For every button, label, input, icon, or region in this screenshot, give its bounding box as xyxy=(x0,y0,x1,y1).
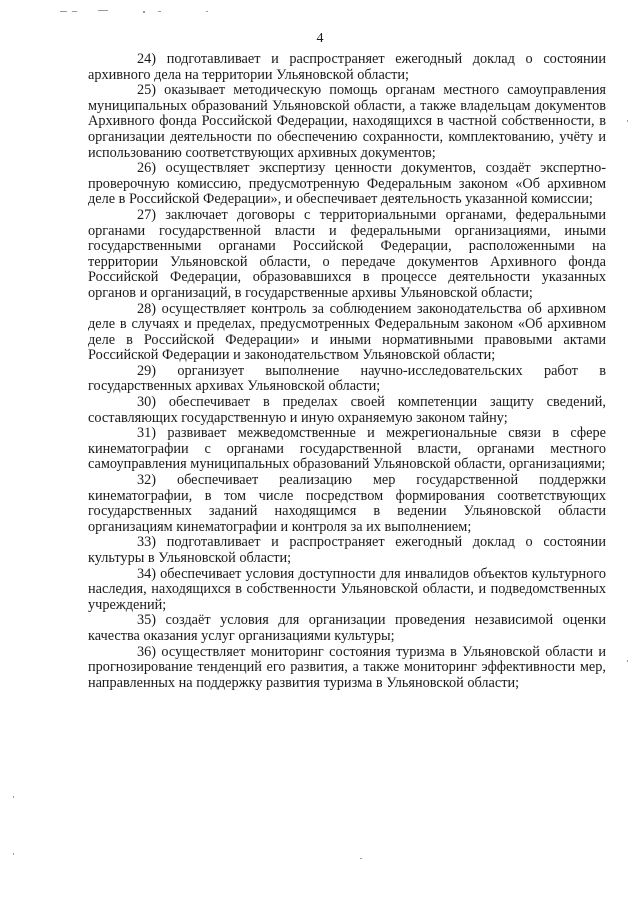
scan-artifact xyxy=(98,10,108,11)
scan-artifact xyxy=(627,660,628,662)
scan-artifact xyxy=(627,120,628,122)
scan-artifact xyxy=(72,11,77,12)
list-item: 34) обеспечивает условия доступности для инвалидов объектов культурного наследия, находящихся в собственности Ульяновской области, и подведомственных учреждений; xyxy=(88,565,606,613)
scan-artifact xyxy=(143,11,145,13)
list-item: 30) обеспечивает в пределах своей компетенции защиту сведений, составляющих государственную и иную охраняемую законом тайну; xyxy=(88,394,606,426)
scan-artifact xyxy=(206,11,208,12)
list-item: 26) осуществляет экспертизу ценности документов, создаёт экспертно-проверочную комиссию, предусмотренную Федеральным законом «Об архивном деле в Российской Федерации», и обеспечивает деятельность указанной комиссии; xyxy=(88,160,606,208)
list-item: 35) создаёт условия для организации проведения независимой оценки качества оказания услуг организациями культуры; xyxy=(88,612,606,644)
scan-artifact xyxy=(360,858,362,859)
list-item: 24) подготавливает и распространяет ежегодный доклад о состоянии архивного дела на территории Ульяновской области; xyxy=(88,51,606,83)
document-body xyxy=(88,52,606,691)
list-item: 36) осуществляет мониторинг состояния туризма в Ульяновской области и прогнозирование тенденций его развития, а также мониторинг эффективности мер, направленных на поддержку развития туризма в Ульяновской области; xyxy=(88,643,606,691)
scan-artifact xyxy=(60,11,67,12)
list-item: 28) осуществляет контроль за соблюдением законодательства об архивном деле в случаях и пределах, предусмотренных Федеральным законом «Об архивном деле в Российской Федерации» и иными нормативными правовыми актами Российской Федерации и законодательством Ульяновской области; xyxy=(88,300,606,364)
list-item: 33) подготавливает и распространяет ежегодный доклад о состоянии культуры в Ульяновской области; xyxy=(88,534,606,566)
scan-artifact xyxy=(13,853,14,855)
list-item: 27) заключает договоры с территориальными органами, федеральными органами государственной власти и федеральными организациями, иными государственными органами Российской Федерации, расположенными на территории Ульяновской области, о передаче документов Архивного фонда Российской Федерации, образовавшихся в процессе деятельности указанных органов и организаций, в государственные архивы Ульяновской области; xyxy=(88,206,606,301)
list-item: 31) развивает межведомственные и межрегиональные связи в сфере кинематографии с органами государственной власти, органами местного самоуправления муниципальных образований Ульяновской области, организациями; xyxy=(88,425,606,473)
list-item: 32) обеспечивает реализацию мер государственной поддержки кинематографии, в том числе посредством формирования соответствующих государственных заданий находящимся в ведении Ульяновской области организациям кинематографии и контроля за их выполнением; xyxy=(88,472,606,535)
list-item: 25) оказывает методическую помощь органам местного самоуправления муниципальных образований Ульяновской области, а также владельцам документов Архивного фонда Российской Федерации, находящихся в частной собственности, в организации деятельности по обеспечению сохранности, комплектованию, учёту и использованию соответствующих архивных документов; xyxy=(88,82,606,161)
scan-artifact xyxy=(158,11,161,12)
list-item: 29) организует выполнение научно-исследовательских работ в государственных архивах Ульяновской области; xyxy=(88,362,606,395)
scan-artifact xyxy=(13,796,14,798)
page-number: 4 xyxy=(316,31,324,46)
